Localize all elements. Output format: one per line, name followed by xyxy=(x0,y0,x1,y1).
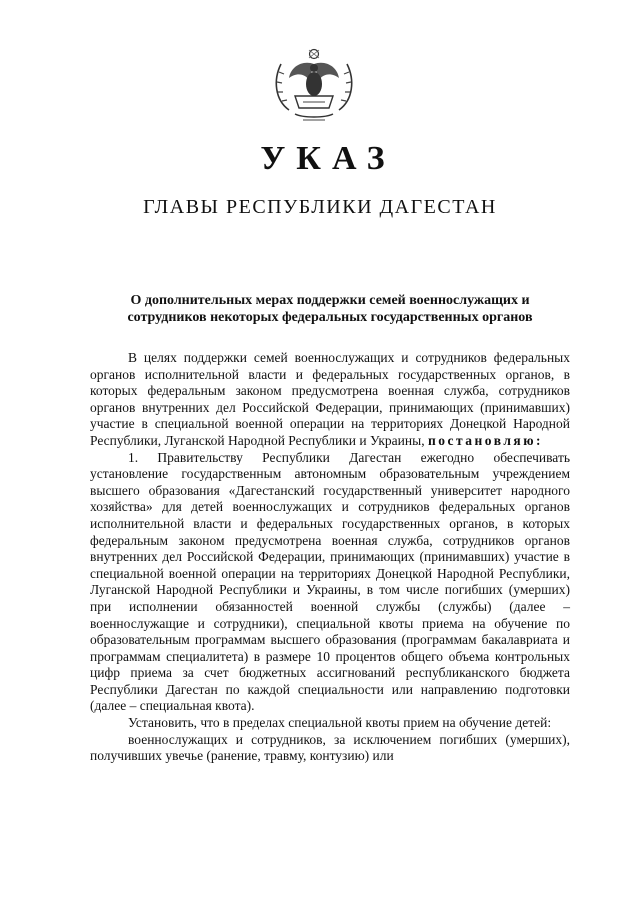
paragraph-text: В целях поддержки семей военнослужащих и сотрудников федеральных органов исполнительной власти и федеральных государственных органов, в которых федеральным законом предусмотрена военная служба, сотрудников органов внутренних дел Российской Федерации, принимающих (принимавших) участие в специальной военной операции на территориях Донецкой Народной Республики, Луганской Народной Республики и Украины, xyxy=(90,350,570,448)
decree-keyword: постановляю: xyxy=(427,432,544,448)
decree-title: УКАЗ xyxy=(260,140,396,177)
decree-heading xyxy=(90,292,570,326)
decree-body xyxy=(90,350,570,765)
paragraph-quota: Установить, что в пределах специальной квоты прием на обучение детей: xyxy=(128,715,552,731)
heading-line: О дополнительных мерах поддержки семей военнослужащих и xyxy=(130,293,530,308)
paragraph-item-1: 1. Правительству Республики Дагестан ежегодно обеспечивать установление государственным автономным образовательным учреждением высшего образования «Дагестанский государственный университет народного хозяйства» для детей военнослужащих и сотрудников федеральных органов исполнительной власти и федеральных государственных органов, в которых федеральным законом предусмотрена военная служба, сотрудников органов внутренних дел Российской Федерации, принимающих (принимавших) участие в специальной военной операции на территориях Донецкой Народной Республики, Луганской Народной Республики и Украины, в том числе погибших (умерших) при исполнении обязанностей военной службы (службы) (далее – военнослужащие и сотрудники), специальной квоты приема на обучение по образовательным программам высшего образования (программам бакалавриата и программам специалитета) в размере 10 процентов общего объема контрольных цифр приема за счет бюджетных ассигнований республиканского бюджета Республики Дагестан по каждой специальности или направлению подготовки (далее – специальная квота). xyxy=(90,449,570,714)
heading-line: сотрудников некоторых федеральных государственных органов xyxy=(127,310,533,325)
decree-issuer: ГЛАВЫ РЕСПУБЛИКИ ДАГЕСТАН xyxy=(143,196,497,218)
coat-of-arms-emblem xyxy=(273,44,355,124)
paragraph-preamble xyxy=(90,350,570,450)
paragraph-children: военнослужащих и сотрудников, за исключением погибших (умерших), получивших увечье (ранение, травму, контузию) или xyxy=(90,731,570,764)
